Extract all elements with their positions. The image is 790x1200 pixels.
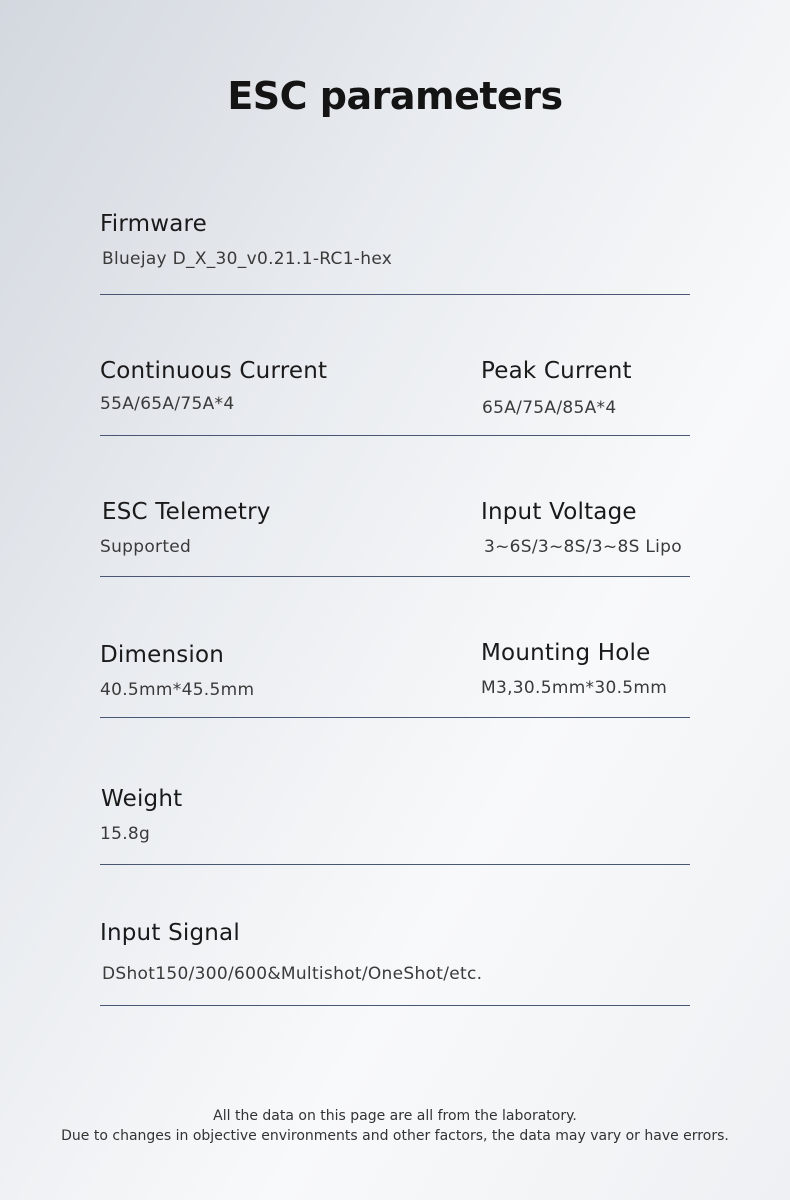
param-row-weight [100, 786, 690, 865]
weight-label: Weight [101, 786, 183, 812]
input-voltage-label: Input Voltage [481, 499, 637, 525]
footer-disclaimer-line-2: Due to changes in objective environments and other factors, the data may vary or have errors. [61, 1128, 729, 1144]
param-row-telemetry-voltage [100, 499, 690, 577]
input-voltage-value: 3~6S/3~8S/3~8S Lipo [484, 537, 682, 557]
mounting-hole-label: Mounting Hole [481, 640, 651, 666]
param-row-dimension-mounting [100, 640, 690, 718]
esc-telemetry-label: ESC Telemetry [102, 499, 271, 525]
param-row-input-signal [100, 920, 690, 1006]
firmware-value: Bluejay D_X_30_v0.21.1-RC1-hex [102, 249, 393, 269]
dimension-label: Dimension [100, 642, 225, 668]
page-title: ESC parameters [227, 74, 563, 118]
weight-value: 15.8g [100, 824, 151, 844]
footer-disclaimer-line-1: All the data on this page are all from the laboratory. [213, 1108, 577, 1124]
param-row-current [100, 358, 690, 436]
input-signal-value: DShot150/300/600&Multishot/OneShot/etc. [102, 964, 483, 984]
peak-current-label: Peak Current [481, 358, 632, 384]
esc-telemetry-value: Supported [100, 537, 192, 557]
continuous-current-label: Continuous Current [100, 358, 328, 384]
param-row-firmware [100, 211, 690, 295]
firmware-label: Firmware [100, 211, 208, 237]
peak-current-value: 65A/75A/85A*4 [482, 398, 617, 418]
input-signal-label: Input Signal [100, 920, 240, 946]
dimension-value: 40.5mm*45.5mm [100, 680, 255, 700]
mounting-hole-value: M3,30.5mm*30.5mm [481, 678, 668, 698]
continuous-current-value: 55A/65A/75A*4 [100, 394, 235, 414]
